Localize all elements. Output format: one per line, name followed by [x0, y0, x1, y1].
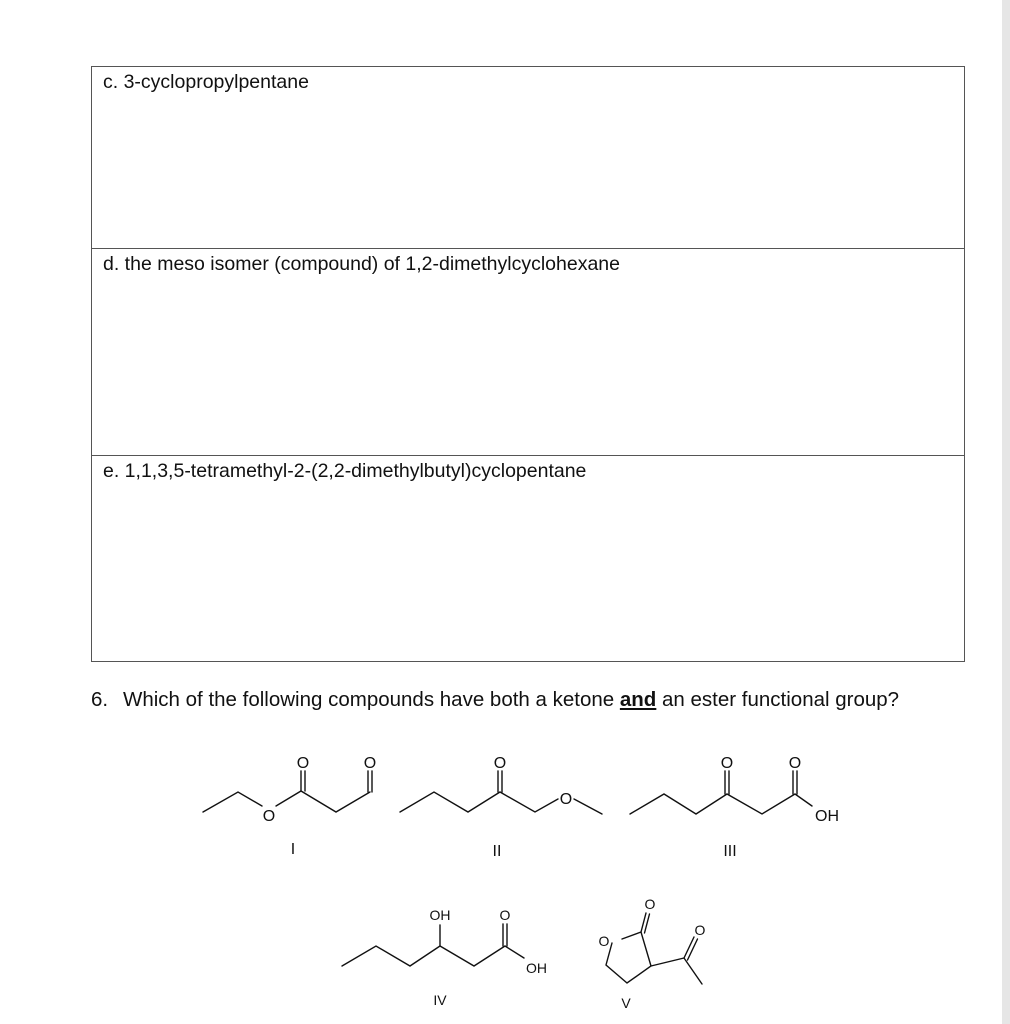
- atom-label: O: [644, 896, 656, 912]
- question-text-before: Which of the following compounds have both a ketone: [123, 688, 620, 711]
- atom-label: O: [262, 808, 276, 825]
- atom-label: O: [598, 933, 610, 949]
- question-text-after: an ester functional group?: [656, 688, 900, 711]
- atom-label: OH: [429, 907, 451, 923]
- table-row: [92, 67, 965, 249]
- compound-structures: [0, 730, 1000, 1024]
- table-row: [92, 456, 965, 662]
- compound-III-skeleton: [630, 771, 812, 814]
- answer-cell-e[interactable]: [92, 456, 965, 662]
- compound-numeral: V: [621, 995, 631, 1011]
- question-emphasis: and: [619, 688, 657, 711]
- atom-label: O: [559, 791, 573, 808]
- compound-I-skeleton: [203, 771, 372, 812]
- atom-label: O: [493, 755, 507, 772]
- compound-numeral: III: [723, 843, 737, 860]
- question-6: [91, 688, 899, 712]
- table-row: [92, 249, 965, 456]
- atom-label: O: [296, 755, 310, 772]
- atom-label: OH: [815, 808, 839, 825]
- compound-numeral: IV: [433, 992, 447, 1008]
- row-label: e. 1,1,3,5-tetramethyl-2-(2,2-dimethylbutyl)cyclopentane: [103, 460, 587, 482]
- answer-cell-d[interactable]: [92, 249, 965, 456]
- row-label: d. the meso isomer (compound) of 1,2-dimethylcyclohexane: [103, 253, 620, 275]
- compound-numeral: I: [290, 841, 296, 858]
- atom-label: OH: [526, 960, 547, 976]
- atom-label: O: [788, 755, 802, 772]
- answer-cell-c[interactable]: [92, 67, 965, 249]
- scrollbar-track[interactable]: [1002, 0, 1010, 1024]
- row-label: c. 3-cyclopropylpentane: [103, 71, 309, 93]
- atom-label: O: [363, 755, 377, 772]
- atom-label: O: [694, 922, 706, 938]
- compound-IV-skeleton: [342, 924, 524, 966]
- atom-label: O: [499, 907, 511, 923]
- compound-numeral: II: [492, 843, 502, 860]
- question-number: 6.: [91, 688, 109, 711]
- compound-V-skeleton: [606, 913, 702, 984]
- atom-label: O: [720, 755, 734, 772]
- answer-table: [91, 66, 965, 662]
